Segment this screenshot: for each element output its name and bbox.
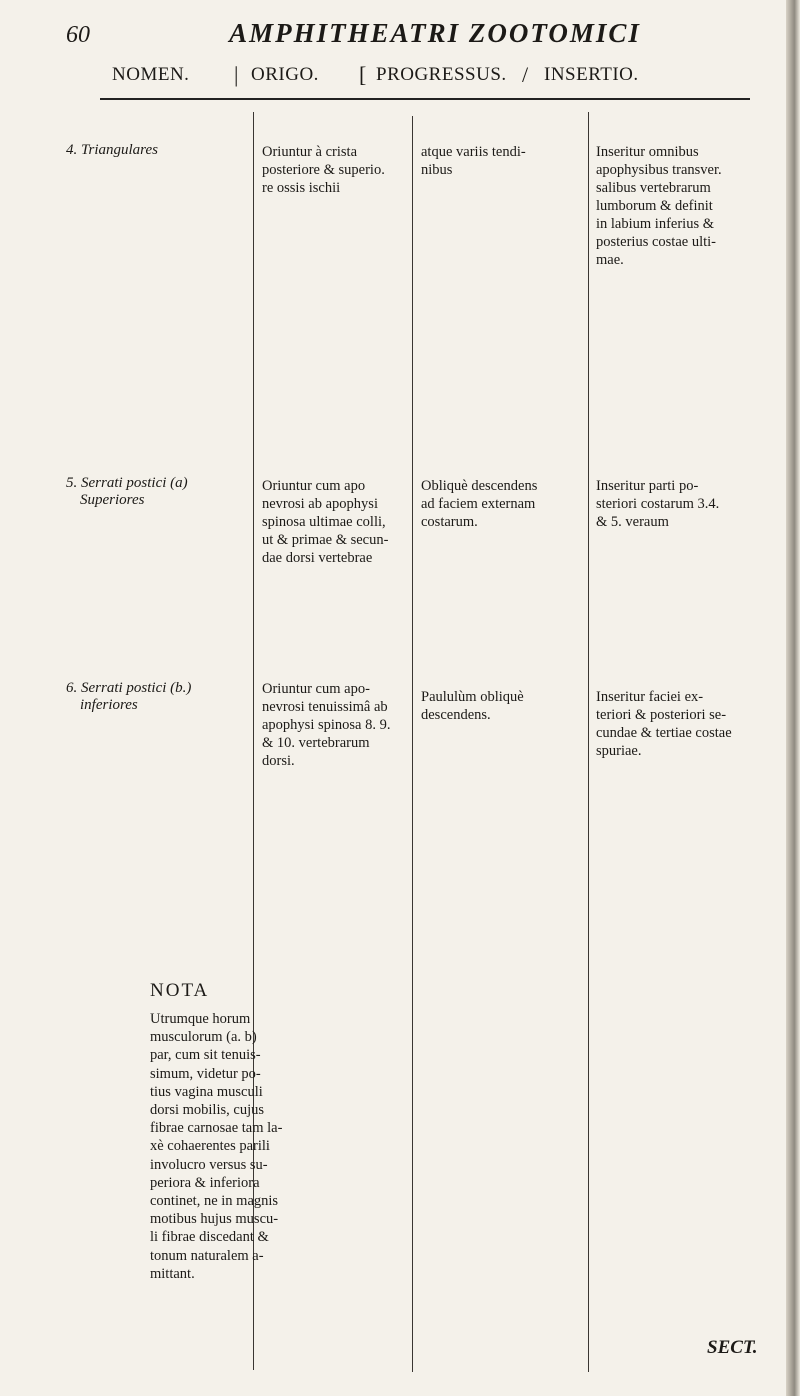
entry-progressus: Paululùm obliquè descendens. [421, 689, 524, 723]
page-number: 60 [66, 22, 90, 48]
column-divider [588, 112, 589, 1372]
entry-progressus: Obliquè descendens ad faciem externam costarum. [421, 478, 538, 530]
entry-insertio: Inseritur omnibus apophysibus transver. salibus vertebrarum lumborum & definit in labium inferius & posterius costae ulti- mae. [596, 144, 722, 268]
entry-progressus: atque variis tendi- nibus [421, 144, 526, 178]
page-edge [786, 0, 800, 1396]
entry-insertio: Inseritur parti po- steriori costarum 3.4. & 5. veraum [596, 478, 720, 530]
catchword: SECT. [707, 1337, 758, 1358]
entry-name: 6. Serrati postici (b.) inferiores [66, 680, 192, 713]
entry-origo: Oriuntur cum apo- nevrosi tenuissimâ ab apophysi spinosa 8. 9. & 10. vertebrarum dorsi. [262, 681, 391, 769]
column-header-nomen: NOMEN. [112, 64, 190, 85]
nota-text: Utrumque horum musculorum (a. b) par, cum sit tenuis- simum, videtur po- tius vagina musculi dorsi mobilis, cujus fibrae carnosae tam la- xè cohaerentes parili involucro versus su- periora & inferiora continet, ne in magnis motibus hujus muscu- li fibrae discedant & tonum naturalem a- mittant. [150, 1011, 283, 1282]
column-divider [412, 116, 413, 1372]
column-header-origo: ORIGO. [251, 64, 319, 85]
column-headers [104, 64, 744, 96]
column-header-progressus: PROGRESSUS. [376, 64, 507, 85]
entry-insertio: Inseritur faciei ex- teriori & posteriori se- cundae & tertiae costae spuriae. [596, 689, 732, 759]
column-header-insertio: INSERTIO. [544, 64, 639, 85]
column-separator: / [522, 62, 529, 87]
running-head [60, 14, 760, 54]
entry-name: 4. Triangulares [66, 142, 158, 158]
header-rule [100, 98, 750, 100]
column-separator: | [234, 62, 239, 87]
entry-origo: Oriuntur cum apo nevrosi ab apophysi spinosa ultimae colli, ut & primae & secun- dae dorsi vertebrae [262, 478, 389, 566]
entry-origo: Oriuntur à crista posteriore & superio. re ossis ischii [262, 144, 385, 196]
running-title: AMPHITHEATRI ZOOTOMICI [229, 18, 641, 48]
column-separator: [ [359, 62, 367, 87]
entry-name: 5. Serrati postici (a) Superiores [66, 475, 188, 508]
nota-title: NOTA [150, 980, 210, 1001]
